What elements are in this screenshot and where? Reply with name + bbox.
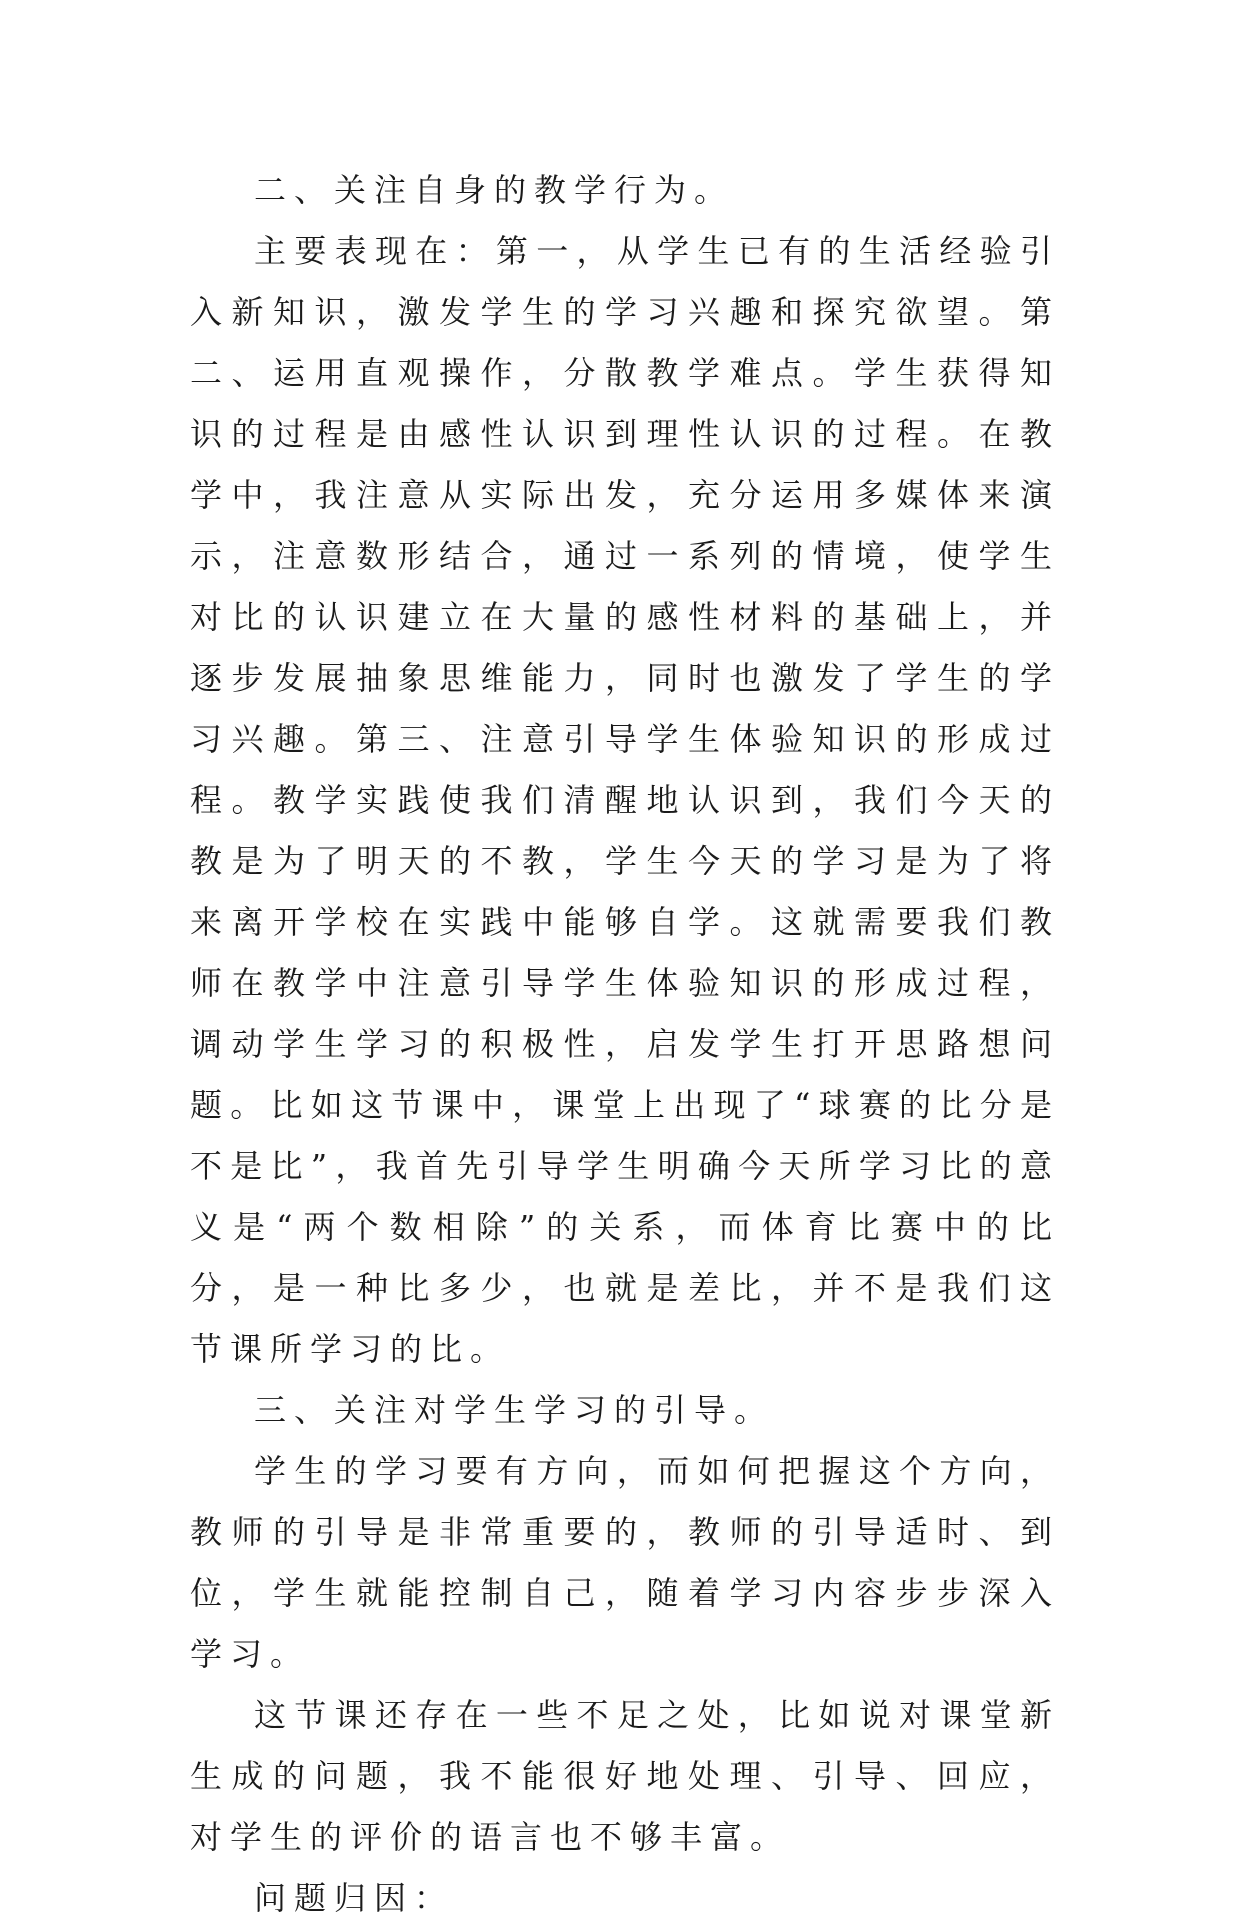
body-paragraph: 这节课还存在一些不足之处，比如说对课堂新生成的问题，我不能很好地处理、引导、回应，对学生的评价的语言也不够丰富。 — [190, 1696, 1060, 1856]
body-paragraph: 主要表现在：第一，从学生已有的生活经验引入新知识，激发学生的学习兴趣和探究欲望。第二、运用直观操作，分散教学难点。学生获得知识的过程是由感性认识到理性认识的过程。在教学中，我注意从实际出发，充分运用多媒体来演示，注意数形结合，通过一系列的情境，使学生对比的认识建立在大量的感性材料的基础上，并逐步发展抽象思维能力，同时也激发了学生的学习兴趣。第三、注意引导学生体验知识的形成过程。教学实践使我们清醒地认识到，我们今天的教是为了明天的不教，学生今天的学习是为了将来离开学校在实践中能够自学。这就需要我们教师在教学中注意引导学生体验知识的形成过程，调动学生学习的积极性，启发学生打开思路想问题。比如这节课中，课堂上出现了“球赛的比分是不是比”，我首先引导学生明确今天所学习比的意义是“两个数相除”的关系，而体育比赛中的比分，是一种比多少，也就是差比，并不是我们这节课所学习的比。 — [190, 232, 1060, 1368]
body-paragraph: 学生的学习要有方向，而如何把握这个方向，教师的引导是非常重要的，教师的引导适时、到位，学生就能控制自己，随着学习内容步步深入学习。 — [190, 1452, 1060, 1673]
problem-attribution-heading: 问题归因： — [254, 1879, 455, 1917]
document-body — [190, 160, 1060, 1929]
section-heading-three: 三、关注对学生学习的引导。 — [254, 1391, 775, 1429]
section-heading-two: 二、关注自身的教学行为。 — [254, 171, 735, 209]
